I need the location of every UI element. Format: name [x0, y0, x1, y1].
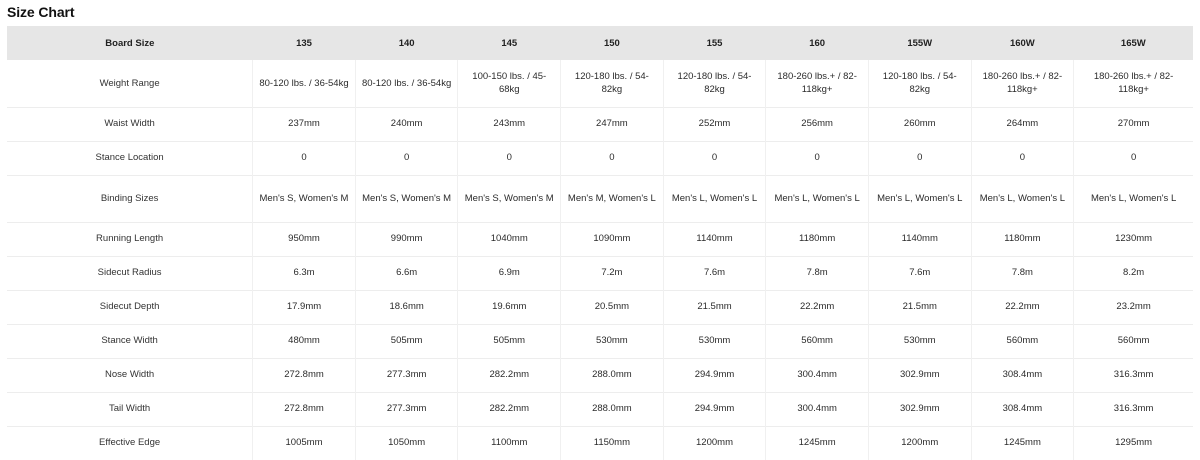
table-cell: 1150mm: [561, 426, 664, 460]
row-label-cell: Tail Width: [109, 403, 151, 415]
table-cell: 0: [971, 141, 1074, 175]
table-cell: Men's S, Women's M: [458, 175, 561, 222]
table-row: [7, 107, 1193, 141]
table-cell: 6.3m: [253, 256, 356, 290]
table-cell: 1180mm: [766, 222, 869, 256]
table-cell: 80-120 lbs. / 36-54kg: [355, 60, 458, 107]
row-label-cell: Nose Width: [105, 369, 155, 381]
header-size-cell: 155: [706, 37, 723, 49]
table-cell: 7.6m: [868, 256, 971, 290]
table-cell: 1200mm: [868, 426, 971, 460]
table-cell: 1200mm: [663, 426, 766, 460]
table-cell: 294.9mm: [663, 358, 766, 392]
table-cell: 0: [1074, 141, 1193, 175]
table-cell: 7.8m: [971, 256, 1074, 290]
table-cell: 21.5mm: [868, 290, 971, 324]
header-size-cell: 140: [398, 37, 415, 49]
row-label-cell: Binding Sizes: [100, 192, 159, 204]
table-cell: 560mm: [971, 324, 1074, 358]
row-label-cell: Sidecut Depth: [99, 301, 160, 313]
table-cell: 505mm: [458, 324, 561, 358]
header-size-cell: 160: [809, 37, 826, 49]
table-cell: 120-180 lbs. / 54-82kg: [663, 60, 766, 107]
header-size-cell: 155W: [907, 37, 933, 49]
table-cell: 272.8mm: [253, 358, 356, 392]
table-cell: 288.0mm: [561, 392, 664, 426]
table-row: [7, 256, 1193, 290]
header-size-cell: 135: [296, 37, 312, 49]
header-size-cell: 145: [501, 37, 518, 49]
table-row: [7, 392, 1193, 426]
table-cell: 180-260 lbs.+ / 82-118kg+: [1074, 60, 1193, 107]
header-size-cell: 160W: [1009, 37, 1035, 49]
table-cell: 247mm: [561, 107, 664, 141]
table-cell: 120-180 lbs. / 54-82kg: [561, 60, 664, 107]
table-cell: 237mm: [253, 107, 356, 141]
table-cell: 252mm: [663, 107, 766, 141]
row-label-cell: Effective Edge: [99, 437, 161, 449]
table-cell: 560mm: [766, 324, 869, 358]
table-cell: 950mm: [253, 222, 356, 256]
table-cell: 7.6m: [663, 256, 766, 290]
table-cell: 6.9m: [458, 256, 561, 290]
table-cell: Men's L, Women's L: [766, 175, 869, 222]
table-cell: 294.9mm: [663, 392, 766, 426]
table-cell: 530mm: [561, 324, 664, 358]
row-label-cell: Running Length: [96, 233, 164, 245]
table-cell: Men's L, Women's L: [1074, 175, 1193, 222]
table-cell: 0: [766, 141, 869, 175]
table-cell: Men's L, Women's L: [663, 175, 766, 222]
table-cell: 260mm: [868, 107, 971, 141]
table-cell: 316.3mm: [1074, 392, 1193, 426]
table-cell: 0: [355, 141, 458, 175]
table-cell: 7.2m: [561, 256, 664, 290]
row-label-cell: Stance Width: [101, 335, 158, 347]
row-label-cell: Waist Width: [104, 118, 155, 130]
table-cell: 20.5mm: [561, 290, 664, 324]
size-chart-table: [7, 26, 1193, 460]
table-cell: 180-260 lbs.+ / 82-118kg+: [766, 60, 869, 107]
header-size-cell: 165W: [1120, 37, 1146, 49]
table-cell: 0: [253, 141, 356, 175]
table-cell: 300.4mm: [766, 358, 869, 392]
table-cell: 1180mm: [971, 222, 1074, 256]
table-cell: 530mm: [868, 324, 971, 358]
table-row: [7, 60, 1193, 107]
table-cell: 23.2mm: [1074, 290, 1193, 324]
table-cell: 308.4mm: [971, 392, 1074, 426]
table-cell: Men's S, Women's M: [253, 175, 356, 222]
table-cell: Men's S, Women's M: [355, 175, 458, 222]
table-cell: 302.9mm: [868, 358, 971, 392]
table-cell: 243mm: [458, 107, 561, 141]
table-cell: 1295mm: [1074, 426, 1193, 460]
table-row: [7, 358, 1193, 392]
table-body: [7, 60, 1193, 460]
table-cell: 80-120 lbs. / 36-54kg: [253, 60, 356, 107]
table-cell: Men's M, Women's L: [561, 175, 664, 222]
table-cell: 270mm: [1074, 107, 1193, 141]
table-cell: Men's L, Women's L: [971, 175, 1074, 222]
table-cell: 277.3mm: [355, 358, 458, 392]
table-cell: 990mm: [355, 222, 458, 256]
table-cell: 17.9mm: [253, 290, 356, 324]
table-cell: 277.3mm: [355, 392, 458, 426]
table-header: [7, 26, 1193, 60]
row-label-cell: Weight Range: [99, 77, 160, 89]
table-cell: Men's L, Women's L: [868, 175, 971, 222]
table-cell: 0: [868, 141, 971, 175]
table-cell: 100-150 lbs. / 45-68kg: [458, 60, 561, 107]
table-cell: 18.6mm: [355, 290, 458, 324]
table-cell: 256mm: [766, 107, 869, 141]
table-cell: 1100mm: [458, 426, 561, 460]
table-cell: 1245mm: [766, 426, 869, 460]
table-cell: 0: [663, 141, 766, 175]
header-size-cell: 150: [603, 37, 620, 49]
table-row: [7, 290, 1193, 324]
table-cell: 1140mm: [868, 222, 971, 256]
table-cell: 1090mm: [561, 222, 664, 256]
table-cell: 560mm: [1074, 324, 1193, 358]
table-cell: 308.4mm: [971, 358, 1074, 392]
table-cell: 302.9mm: [868, 392, 971, 426]
table-row: [7, 426, 1193, 460]
table-cell: 0: [458, 141, 561, 175]
table-cell: 264mm: [971, 107, 1074, 141]
table-cell: 120-180 lbs. / 54-82kg: [868, 60, 971, 107]
table-row: [7, 141, 1193, 175]
row-label-cell: Sidecut Radius: [97, 267, 162, 279]
table-cell: 316.3mm: [1074, 358, 1193, 392]
table-cell: 480mm: [253, 324, 356, 358]
table-row: [7, 175, 1193, 222]
table-cell: 1050mm: [355, 426, 458, 460]
table-cell: 1140mm: [663, 222, 766, 256]
table-cell: 282.2mm: [458, 392, 561, 426]
table-cell: 6.6m: [355, 256, 458, 290]
table-cell: 19.6mm: [458, 290, 561, 324]
table-cell: 272.8mm: [253, 392, 356, 426]
header-row: [7, 26, 1193, 60]
page-title: Size Chart: [7, 4, 75, 20]
table-cell: 530mm: [663, 324, 766, 358]
table-cell: 1005mm: [253, 426, 356, 460]
table-cell: 240mm: [355, 107, 458, 141]
table-cell: 180-260 lbs.+ / 82-118kg+: [971, 60, 1074, 107]
table-cell: 288.0mm: [561, 358, 664, 392]
table-cell: 21.5mm: [663, 290, 766, 324]
table-cell: 505mm: [355, 324, 458, 358]
table-cell: 22.2mm: [971, 290, 1074, 324]
table-row: [7, 324, 1193, 358]
table-cell: 0: [561, 141, 664, 175]
table-cell: 1245mm: [971, 426, 1074, 460]
table-cell: 282.2mm: [458, 358, 561, 392]
table-row: [7, 222, 1193, 256]
header-label-cell: Board Size: [105, 37, 155, 49]
table-cell: 1230mm: [1074, 222, 1193, 256]
table-cell: 300.4mm: [766, 392, 869, 426]
table-cell: 22.2mm: [766, 290, 869, 324]
table-cell: 1040mm: [458, 222, 561, 256]
table-cell: 8.2m: [1074, 256, 1193, 290]
table-cell: 7.8m: [766, 256, 869, 290]
row-label-cell: Stance Location: [95, 152, 164, 164]
